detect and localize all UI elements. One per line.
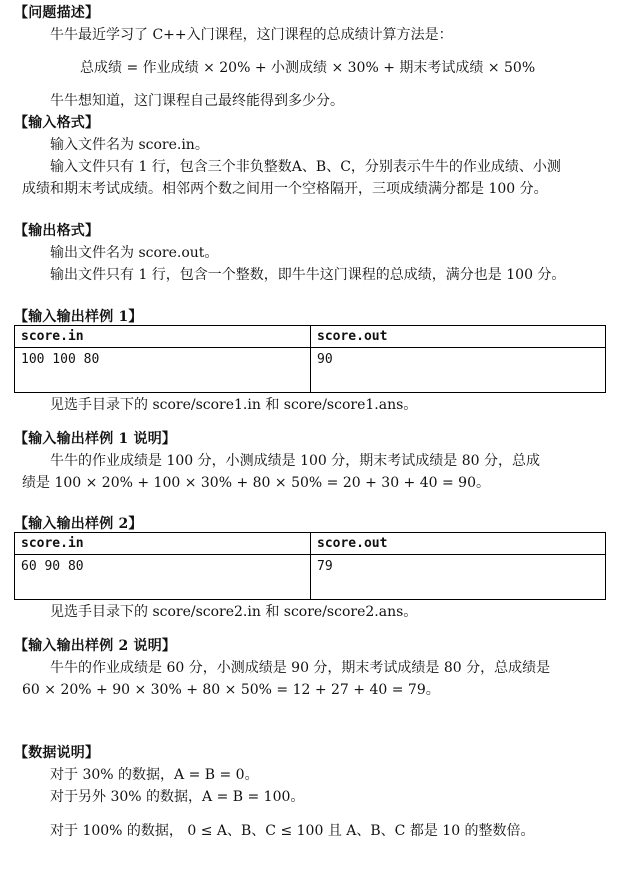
output-format-heading: 【输出格式】	[14, 223, 100, 239]
sample1-explain-heading: 【输入输出样例 1 说明】	[14, 431, 177, 447]
data-notes-line-2: 对于另外 30% 的数据，A = B = 100。	[50, 789, 305, 805]
input-format-heading: 【输入格式】	[14, 115, 100, 131]
input-format-line-2a: 输入文件只有 1 行，包含三个非负整数A、B、C，分别表示牛牛的作业成绩、小测	[50, 159, 561, 175]
sample1-col-in: score.in	[15, 326, 311, 348]
sample2-col-out: score.out	[311, 533, 606, 555]
sample1-note: 见选手目录下的 score/score1.in 和 score/score1.ans。	[50, 397, 418, 413]
score-formula: 总成绩 = 作业成绩 × 20% + 小测成绩 × 30% + 期末考试成绩 × 50%	[80, 60, 536, 76]
sample2-heading: 【输入输出样例 2】	[14, 516, 143, 532]
sample2-explain-line-b: 60 × 20% + 90 × 30% + 80 × 50% = 12 + 27 + 40 = 79。	[22, 682, 440, 698]
sample1-heading: 【输入输出样例 1】	[14, 309, 143, 325]
sample2-explain-heading: 【输入输出样例 2 说明】	[14, 638, 177, 654]
sample1-col-out: score.out	[311, 326, 606, 348]
sample1-explain-line-b: 绩是 100 × 20% + 100 × 30% + 80 × 50% = 20 + 30 + 40 = 90。	[22, 475, 490, 491]
problem-line-1: 牛牛最近学习了 C++入门课程，这门课程的总成绩计算方法是：	[50, 27, 453, 43]
sample1-input: 100 100 80	[15, 348, 311, 393]
sample1-explain-line-a: 牛牛的作业成绩是 100 分，小测成绩是 100 分，期末考试成绩是 80 分，总成	[50, 453, 540, 469]
sample1-output: 90	[311, 348, 606, 393]
sample1-table	[14, 325, 606, 393]
data-notes-heading: 【数据说明】	[14, 745, 100, 761]
input-format-line-1: 输入文件名为 score.in。	[50, 137, 209, 153]
sample2-output: 79	[311, 555, 606, 600]
output-format-line-2: 输出文件只有 1 行，包含一个整数，即牛牛这门课程的总成绩，满分也是 100 分。	[50, 267, 566, 283]
sample2-table	[14, 532, 606, 600]
sample2-input: 60 90 80	[15, 555, 311, 600]
sample2-explain-line-a: 牛牛的作业成绩是 60 分，小测成绩是 90 分，期末考试成绩是 80 分，总成绩是	[50, 660, 551, 676]
data-notes-line-1: 对于 30% 的数据，A = B = 0。	[50, 767, 259, 783]
sample2-col-in: score.in	[15, 533, 311, 555]
problem-heading: 【问题描述】	[14, 5, 100, 21]
sample2-note: 见选手目录下的 score/score2.in 和 score/score2.ans。	[50, 604, 418, 620]
problem-line-2: 牛牛想知道，这门课程自己最终能得到多少分。	[50, 93, 344, 109]
output-format-line-1: 输出文件名为 score.out。	[50, 245, 219, 261]
input-format-line-2b: 成绩和期末考试成绩。相邻两个数之间用一个空格隔开，三项成绩满分都是 100 分。	[22, 181, 548, 197]
data-notes-line-3: 对于 100% 的数据， 0 ≤ A、B、C ≤ 100 且 A、B、C 都是 10 的整数倍。	[50, 823, 535, 839]
